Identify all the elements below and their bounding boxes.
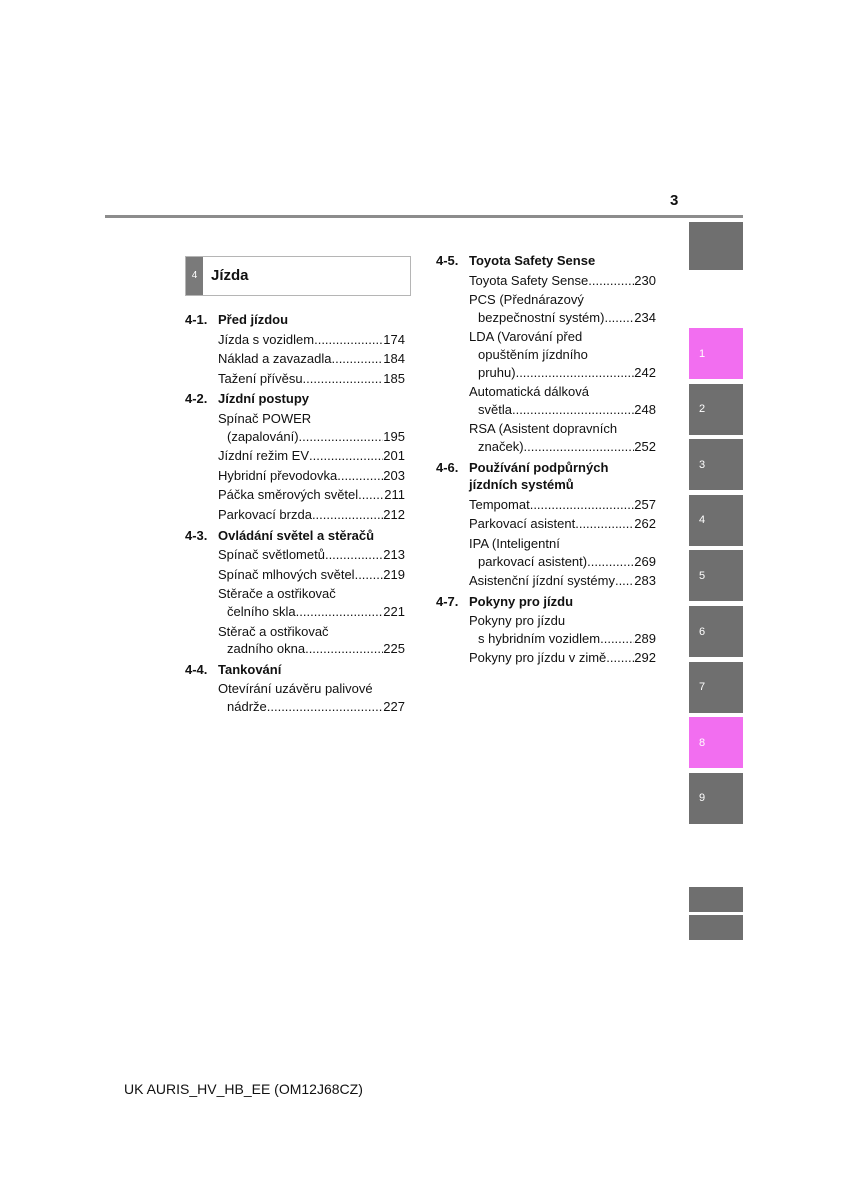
chapter-tab-label: 7	[699, 681, 706, 694]
entry-final-line	[469, 572, 656, 590]
entry-title: (zapalování)	[227, 428, 299, 444]
entry-page-number: 269	[634, 553, 656, 569]
entry-final-line	[469, 649, 656, 667]
entry-title: Parkovací brzda	[218, 506, 312, 522]
entry-final-line	[218, 698, 405, 716]
entry-final-line	[469, 630, 656, 648]
entry-final-line	[469, 515, 656, 533]
entry-title-line: Otevírání uzávěru palivové	[218, 681, 373, 697]
entry-page-number: 257	[634, 496, 656, 512]
entry-title: Hybridní převodovka	[218, 467, 338, 483]
entry-final-line	[218, 350, 405, 368]
toc-entry[interactable]	[218, 410, 405, 445]
leader-dots	[355, 566, 384, 584]
section-number: 4-4.	[185, 661, 208, 677]
chapter-tab-5[interactable]	[689, 550, 743, 601]
toc-left-column	[185, 311, 405, 715]
entry-final-line	[469, 401, 656, 419]
chapter-title: Jízda	[211, 267, 249, 284]
toc-entry[interactable]	[469, 572, 656, 590]
leader-dots	[309, 447, 383, 465]
chapter-tab-label: 4	[699, 514, 706, 527]
entry-final-line	[469, 309, 656, 327]
leader-dots	[303, 370, 384, 388]
section-number: 4-7.	[436, 593, 459, 609]
leader-dots	[588, 272, 634, 290]
entry-page-number: 212	[383, 506, 405, 522]
entry-title: Parkovací asistent	[469, 516, 576, 532]
entry-title: Toyota Safety Sense	[469, 272, 589, 288]
section-title: Používání podpůrných jízdních systémů	[469, 459, 609, 493]
entry-title: Tažení přívěsu	[218, 370, 303, 386]
leader-dots	[312, 506, 383, 524]
chapter-tab-3[interactable]	[689, 439, 743, 490]
leader-dots	[587, 553, 634, 571]
section-title: Ovládání světel a stěračů	[218, 527, 375, 543]
entry-title: Náklad a zavazadla	[218, 351, 332, 367]
leader-dots	[575, 515, 634, 533]
toc-entry[interactable]	[218, 680, 405, 715]
toc-entry[interactable]	[218, 350, 405, 368]
entry-title: Pokyny pro jízdu v zimě	[469, 650, 607, 666]
entry-page-number: 184	[383, 351, 405, 367]
entry-title: světla	[478, 401, 512, 417]
entry-page-number: 283	[634, 573, 656, 589]
entry-final-line	[218, 566, 405, 584]
entry-page-number: 234	[634, 309, 656, 325]
leader-dots	[296, 603, 384, 621]
toc-right-column	[436, 252, 656, 667]
toc-entry[interactable]	[469, 535, 656, 570]
toc-entry[interactable]	[218, 506, 405, 524]
entry-final-line	[469, 364, 656, 382]
entry-page-number: 225	[383, 641, 405, 657]
entry-page-number: 248	[634, 401, 656, 417]
entry-final-line	[218, 640, 405, 658]
entry-page-number: 292	[634, 650, 656, 666]
entry-title: pruhu)	[478, 364, 516, 380]
entry-title-line: Spínač POWER	[218, 410, 312, 426]
section-number: 4-5.	[436, 253, 459, 268]
toc-entry[interactable]	[469, 291, 656, 326]
toc-section-heading[interactable]	[185, 390, 405, 408]
entry-final-line	[218, 370, 405, 388]
chapter-tab-label: 6	[699, 625, 706, 638]
toc-section-heading[interactable]	[436, 593, 656, 611]
toc-section-heading[interactable]	[185, 661, 405, 679]
side-tab-top[interactable]	[689, 222, 743, 270]
entry-final-line	[218, 603, 405, 621]
toc-section-heading[interactable]	[436, 459, 656, 494]
entry-page-number: 262	[634, 516, 656, 532]
toc-entry[interactable]	[218, 623, 405, 658]
chapter-tab-9[interactable]	[689, 773, 743, 824]
chapter-tab-label: 1	[699, 347, 706, 360]
leader-dots	[331, 350, 383, 368]
page-number: 3	[670, 192, 679, 209]
side-tab-index-2[interactable]	[689, 915, 743, 940]
entry-title: zadního okna	[227, 641, 306, 657]
entry-title: Spínač světlometů	[218, 547, 325, 563]
entry-title: nádrže	[227, 698, 267, 714]
toc-entry[interactable]	[218, 546, 405, 564]
entry-title: čelního skla	[227, 603, 296, 619]
entry-title-line: PCS (Přednárazový	[469, 292, 584, 308]
entry-final-line	[469, 553, 656, 571]
toc-entry[interactable]	[469, 496, 656, 514]
entry-page-number: 219	[383, 566, 405, 582]
leader-dots	[600, 630, 634, 648]
section-title: Pokyny pro jízdu	[469, 593, 574, 609]
entry-title: Spínač mlhových světel	[218, 566, 355, 582]
chapter-tab-label: 3	[699, 458, 706, 471]
entry-title: bezpečnostní systém)	[478, 309, 605, 325]
section-title: Před jízdou	[218, 312, 289, 327]
toc-entry[interactable]	[218, 370, 405, 388]
entry-final-line	[469, 496, 656, 514]
entry-title-line: LDA (Varování před	[469, 329, 583, 345]
entry-final-line	[218, 331, 405, 349]
footer-model-code: UK AURIS_HV_HB_EE (OM12J68CZ)	[124, 1081, 363, 1097]
leader-dots	[524, 438, 635, 456]
entry-final-line	[218, 428, 405, 446]
leader-dots	[606, 649, 634, 667]
entry-final-line	[218, 506, 405, 524]
toc-entry[interactable]	[469, 649, 656, 667]
entry-page-number: 230	[634, 272, 656, 288]
toc-entry[interactable]	[469, 272, 656, 290]
side-tab-index-1[interactable]	[689, 887, 743, 912]
toc-section-heading[interactable]	[185, 311, 405, 329]
entry-title: Jízdní režim EV	[218, 448, 310, 464]
entry-page-number: 213	[383, 547, 405, 563]
chapter-tab-8[interactable]	[689, 717, 743, 768]
leader-dots	[337, 467, 383, 485]
section-title: Tankování	[218, 661, 282, 677]
entry-title-line: IPA (Inteligentní	[469, 535, 560, 551]
entry-page-number: 242	[634, 364, 656, 380]
entry-page-number: 211	[384, 487, 405, 503]
entry-page-number: 221	[383, 603, 405, 619]
entry-title-line: Stěrač a ostřikovač	[218, 623, 329, 639]
toc-entry[interactable]	[469, 383, 656, 418]
leader-dots	[325, 546, 383, 564]
entry-page-number: 185	[383, 370, 405, 386]
entry-page-number: 252	[634, 438, 656, 454]
leader-dots	[512, 401, 634, 419]
toc-entry[interactable]	[218, 566, 405, 584]
toc-entry[interactable]	[469, 328, 656, 381]
toc-entry[interactable]	[469, 612, 656, 647]
toc-section-heading[interactable]	[436, 252, 656, 270]
chapter-tab-label: 2	[699, 403, 706, 416]
chapter-tab-label: 5	[699, 569, 706, 582]
chapter-tab-label: 8	[699, 736, 706, 749]
leader-dots	[358, 486, 384, 504]
entry-title-line: RSA (Asistent dopravních	[469, 421, 618, 437]
chapter-header	[185, 256, 411, 296]
leader-dots	[530, 496, 635, 514]
chapter-tab-7[interactable]	[689, 662, 743, 713]
entry-title: Jízda s vozidlem	[218, 331, 315, 347]
entry-page-number: 227	[383, 698, 405, 714]
leader-dots	[516, 364, 635, 382]
section-number: 4-6.	[436, 459, 459, 475]
toc-entry[interactable]	[218, 585, 405, 620]
toc-entry[interactable]	[218, 486, 405, 504]
entry-title: Páčka směrových světel	[218, 487, 359, 503]
entry-page-number: 289	[634, 630, 656, 646]
header-rule	[105, 215, 743, 218]
toc-entry[interactable]	[469, 515, 656, 533]
toc-entry[interactable]	[218, 331, 405, 349]
entry-title: značek)	[478, 438, 524, 454]
section-number: 4-1.	[185, 312, 208, 327]
entry-final-line	[469, 438, 656, 456]
entry-title: parkovací asistent)	[478, 553, 588, 569]
entry-final-line	[218, 546, 405, 564]
leader-dots	[604, 309, 634, 327]
entry-title: Asistenční jízdní systémy	[469, 573, 615, 589]
entry-title-line: Stěrače a ostřikovač	[218, 586, 336, 602]
entry-title: s hybridním vozidlem	[478, 630, 601, 646]
section-title: Jízdní postupy	[218, 391, 309, 407]
chapter-tab-6[interactable]	[689, 606, 743, 657]
chapter-tab-1[interactable]	[689, 328, 743, 379]
section-title: Toyota Safety Sense	[469, 253, 596, 268]
section-number: 4-2.	[185, 391, 208, 407]
leader-dots	[314, 331, 383, 349]
leader-dots	[267, 698, 384, 716]
entry-title-line: Automatická dálková	[469, 384, 589, 400]
entry-title-line: Pokyny pro jízdu	[469, 613, 566, 629]
chapter-tab-2[interactable]	[689, 384, 743, 435]
entry-title: Tempomat	[469, 496, 530, 512]
toc-entry[interactable]	[218, 447, 405, 465]
entry-final-line	[218, 486, 405, 504]
leader-dots	[305, 640, 383, 658]
toc-entry[interactable]	[218, 467, 405, 485]
entry-final-line	[218, 467, 405, 485]
toc-entry[interactable]	[469, 420, 656, 455]
entry-page-number: 201	[383, 448, 405, 464]
chapter-tab-label: 9	[699, 792, 706, 805]
chapter-number: 4	[186, 257, 203, 295]
leader-dots	[615, 572, 634, 590]
entry-page-number: 195	[383, 428, 405, 444]
entry-title-line: opuštěním jízdního	[478, 346, 588, 362]
leader-dots	[299, 428, 384, 446]
entry-page-number: 174	[383, 331, 405, 347]
entry-page-number: 203	[383, 467, 405, 483]
chapter-tab-4[interactable]	[689, 495, 743, 546]
section-number: 4-3.	[185, 527, 208, 543]
entry-final-line	[218, 447, 405, 465]
entry-final-line	[469, 272, 656, 290]
toc-section-heading[interactable]	[185, 527, 405, 545]
